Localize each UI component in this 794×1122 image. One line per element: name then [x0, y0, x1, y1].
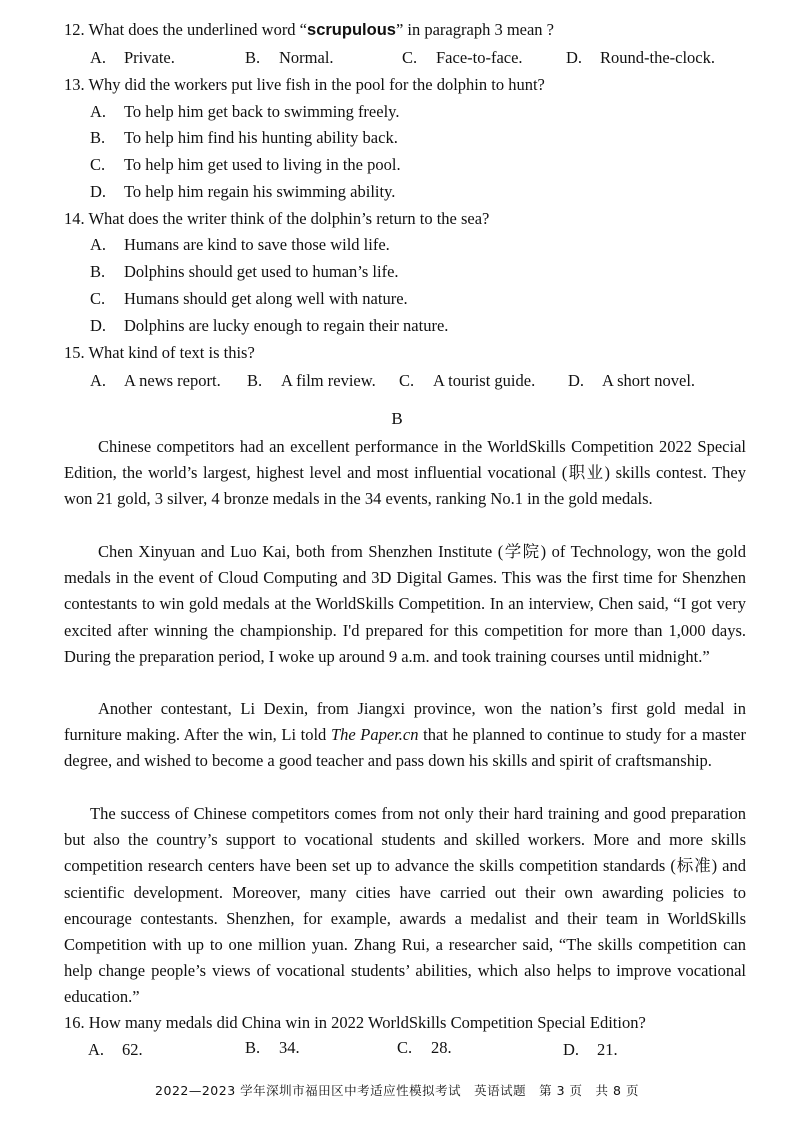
- source-title: The Paper.cn: [330, 725, 419, 745]
- question-12: [64, 20, 554, 40]
- q14-option-a: A. Humans are kind to save those wild life.: [90, 235, 390, 254]
- passage-paragraph-3: Another contestant, Li Dexin, from Jiangxi province, won the nation’s first gold medal in furniture making. After the win, Li told The Paper.cn that he planned to continue to study for a master degree, and wished to become a good teacher and pass down his skills and spirit of craftsmanship.: [64, 699, 746, 771]
- q13-option-c: C. To help him get used to living in the pool.: [90, 155, 401, 174]
- question-text: Why did the workers put live fish in the pool for the dolphin to hunt?: [88, 75, 545, 94]
- passage-paragraph-1: Chinese competitors had an excellent performance in the WorldSkills Competition 2022 Special Edition, the world’s largest, highest level and most influential vocational (职业) skills contest. They won 21 gold, 3 silver, 4 bronze medals in the 34 events, ranking No.1 in the gold medals.: [64, 437, 746, 509]
- passage-paragraph-2: Chen Xinyuan and Luo Kai, both from Shenzhen Institute (学院) of Technology, won the gold medals in the event of Cloud Computing and 3D Digital Games. This was the first time for Shenzhen contestants to win gold medals at the WorldSkills Competition. In an interview, Chen said, “I got very excited after winning the championship. I'd prepared for this competition for more than 1,000 days. During the preparation period, I woke up around 9 a.m. and took training courses until midnight.”: [64, 542, 746, 666]
- question-number: 12.: [64, 20, 85, 39]
- section-heading: B: [391, 409, 403, 428]
- q15-option-a: A. A news report.: [90, 371, 221, 390]
- q14-option-c: C. Humans should get along well with nature.: [90, 289, 408, 308]
- q12-option-a: A. Private.: [90, 48, 175, 67]
- question-14: [64, 209, 489, 229]
- q12-option-b: B. Normal.: [245, 48, 334, 67]
- question-text: How many medals did China win in 2022 WorldSkills Competition Special Edition?: [88, 1013, 646, 1032]
- q12-option-c: C. Face-to-face.: [402, 48, 523, 67]
- q15-option-d: D. A short novel.: [568, 371, 696, 390]
- q16-option-d: D. 21.: [563, 1040, 618, 1059]
- q13-option-b: B. To help him find his hunting ability back.: [90, 128, 398, 147]
- question-16: [64, 1013, 646, 1033]
- q14-option-d: D. Dolphins are lucky enough to regain their nature.: [90, 316, 449, 335]
- q16-option-a: A. 62.: [88, 1040, 143, 1059]
- q16-option-c: C. 28.: [397, 1038, 452, 1057]
- question-number: 13.: [64, 75, 85, 94]
- question-text: ” in paragraph 3 mean ?: [395, 20, 555, 39]
- q14-option-b: B. Dolphins should get used to human’s life.: [90, 262, 399, 281]
- q16-option-b: B. 34.: [245, 1038, 300, 1057]
- question-number: 14.: [64, 209, 85, 228]
- q12-option-d: D. Round-the-clock.: [566, 48, 716, 67]
- passage-paragraph-4: The success of Chinese competitors comes from not only their hard training and good preparation but also the country’s support to vocational students and skilled workers. More and more skills competition research centers have been set up to advance the skills competition standards (标准) and scientific development. Moreover, many cities have carried out their own awarding policies to encourage contestants. Shenzhen, for example, awards a medalist and their team in WorldSkills Competition with up to one million yuan. Zhang Rui, a researcher said, “The skills competition can help change people’s views of vocational students’ abilities, which also helps to improve vocational education.”: [64, 804, 746, 1007]
- question-text: What kind of text is this?: [88, 343, 255, 362]
- q13-option-a: A. To help him get back to swimming freely.: [90, 102, 400, 121]
- q15-option-b: B. A film review.: [247, 371, 376, 390]
- q15-option-c: C. A tourist guide.: [399, 371, 536, 390]
- question-number: 16.: [64, 1013, 85, 1032]
- page-footer: 2022—2023 学年深圳市福田区中考适应性模拟考试 英语试题 第 3 页 共 8 页: [155, 1083, 639, 1098]
- question-keyword: scrupulous: [307, 21, 396, 39]
- question-text: What does the writer think of the dolphin’s return to the sea?: [88, 209, 490, 228]
- question-text: What does the underlined word “: [88, 20, 308, 39]
- question-15: [64, 343, 255, 363]
- question-13: [64, 75, 545, 95]
- q13-option-d: D. To help him regain his swimming ability.: [90, 182, 396, 201]
- question-number: 15.: [64, 343, 85, 362]
